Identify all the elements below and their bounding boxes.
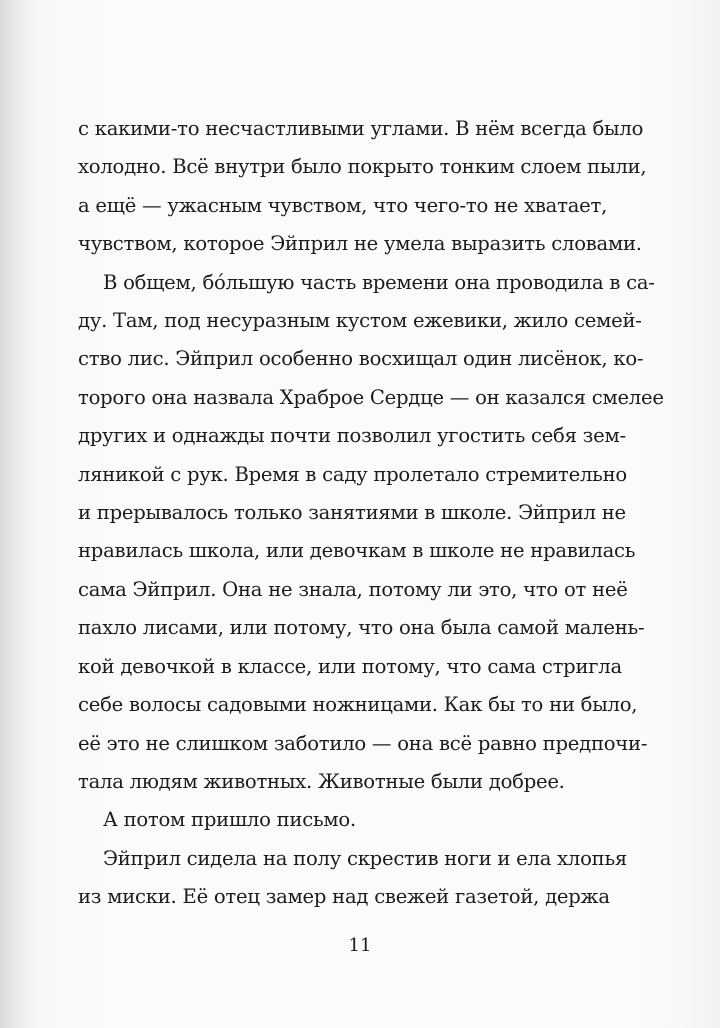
text-line: торого она назвала Храброе Сердце — он казался смелее [78, 385, 664, 409]
text-line: тала людям животных. Животные были добрее. [78, 769, 565, 793]
text-line: холодно. Всё внутри было покрыто тонким слоем пыли, [78, 155, 647, 179]
text-line: кой девочкой в классе, или потому, что сама стригла [78, 654, 622, 678]
text-line: из миски. Её отец замер над свежей газетой, держа [78, 885, 610, 909]
text-line: пахло лисами, или потому, что она была самой малень- [78, 616, 645, 640]
text-line: ляникой с рук. Время в саду пролетало стремительно [78, 462, 627, 486]
text-line: с какими-то несчастливыми углами. В нём всегда было [78, 117, 644, 140]
text-line: ду. Там, под несуразным кустом ежевики, жило семей- [78, 309, 642, 333]
text-line: А потом пришло письмо. [103, 808, 356, 832]
text-line: себе волосы садовыми ножницами. Как бы то ни было, [78, 693, 638, 717]
text-line: сама Эйприл. Она не знала, потому ли это, что от неё [78, 577, 628, 601]
text-line: других и однажды почти позволил угостить себя зем- [78, 424, 626, 448]
body-text [78, 110, 664, 917]
text-line: В общем, бóльшую часть времени она проводила в са- [103, 270, 655, 294]
text-line: Эйприл сидела на полу скрестив ноги и ела хлопья [103, 846, 627, 870]
text-line: нравилась школа, или девочкам в школе не нравилась [78, 539, 636, 563]
text-line: её это не слишком заботило — она всё равно предпочи- [78, 731, 648, 755]
text-line: а ещё — ужасным чувством, что чего-то не хватает, [78, 193, 608, 217]
text-line: и прерывалось только занятиями в школе. Эйприл не [78, 501, 626, 525]
text-line: ство лис. Эйприл особенно восхищал один лисёнок, ко- [78, 347, 644, 371]
page-number: 11 [348, 935, 372, 956]
text-line: чувством, которое Эйприл не умела выразить словами. [78, 232, 642, 256]
